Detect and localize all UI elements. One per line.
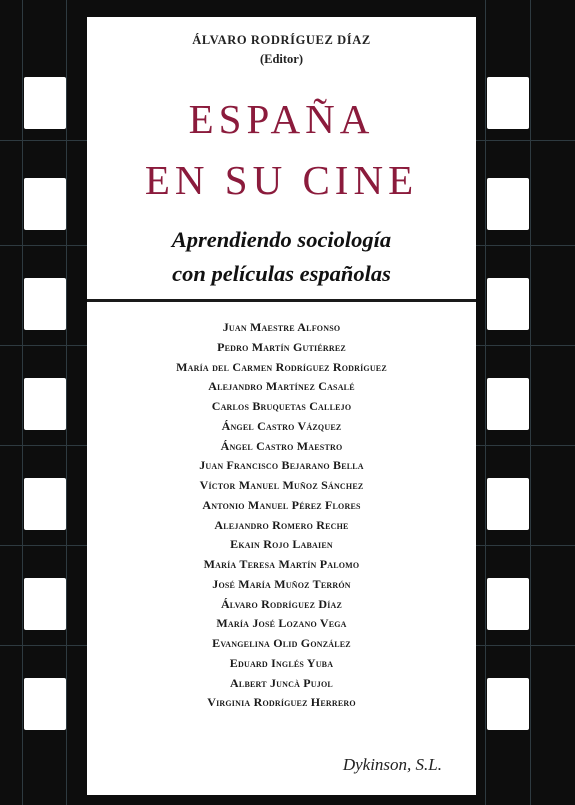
film-perforation — [24, 678, 66, 730]
film-perforation — [24, 378, 66, 430]
film-perforation — [24, 478, 66, 530]
film-perforation — [487, 378, 529, 430]
publisher-logo: Dykinson, S.L. — [342, 755, 442, 774]
author-name: Ekain Rojo Labaien — [230, 537, 333, 552]
author-name: María Teresa Martín Palomo — [203, 557, 360, 571]
film-perforation — [487, 478, 529, 530]
author-name: José María Muñoz Terrón — [212, 576, 351, 591]
film-perforation — [24, 578, 66, 630]
author-name: Antonio Manuel Pérez Flores — [202, 497, 361, 512]
cover-panel — [87, 17, 476, 795]
author-name: Álvaro Rodríguez Díaz — [220, 596, 343, 611]
author-name: Pedro Martín Gutiérrez — [217, 339, 346, 354]
author-name: Virginia Rodríguez Herrero — [207, 695, 356, 710]
film-perforation — [487, 578, 529, 630]
author-name: Juan Francisco Bejarano Bella — [199, 458, 364, 473]
film-grid-line — [66, 0, 67, 805]
author-name: Alejandro Romero Reche — [214, 517, 349, 532]
film-grid-line — [530, 0, 531, 805]
divider — [87, 299, 476, 302]
author-name: Juan Maestre Alfonso — [222, 320, 341, 334]
film-grid-line — [485, 0, 486, 805]
author-name: Ángel Castro Vázquez — [221, 418, 342, 433]
editor-name: ÁLVARO RODRÍGUEZ DÍAZ — [192, 33, 371, 47]
author-list — [87, 318, 476, 713]
author-name: Eduard Inglés Yuba — [229, 655, 334, 670]
author-name: Albert Juncà Pujol — [230, 675, 333, 690]
author-name: Carlos Bruquetas Callejo — [211, 399, 352, 413]
film-perforation — [24, 178, 66, 230]
film-perforation — [487, 178, 529, 230]
author-name: María del Carmen Rodríguez Rodríguez — [176, 359, 387, 374]
author-name: Alejandro Martínez Casalé — [208, 379, 355, 394]
book-subtitle-line-2: con películas españolas — [172, 261, 391, 286]
editor-role: (Editor) — [259, 52, 304, 66]
author-name: María José Lozano Vega — [216, 616, 347, 631]
author-name: Víctor Manuel Muñoz Sánchez — [199, 478, 364, 492]
author-name: Ángel Castro Maestro — [220, 438, 343, 453]
film-perforation — [487, 678, 529, 730]
book-title-line-2: EN SU CINE — [144, 157, 419, 203]
film-perforation — [24, 278, 66, 330]
book-title-line-1: ESPAÑA — [188, 96, 375, 142]
film-perforation — [24, 77, 66, 129]
film-perforation — [487, 77, 529, 129]
author-name: Evangelina Olid González — [212, 636, 351, 650]
film-perforation — [487, 278, 529, 330]
book-subtitle-line-1: Aprendiendo sociología — [171, 227, 392, 252]
film-grid-line — [22, 0, 23, 805]
